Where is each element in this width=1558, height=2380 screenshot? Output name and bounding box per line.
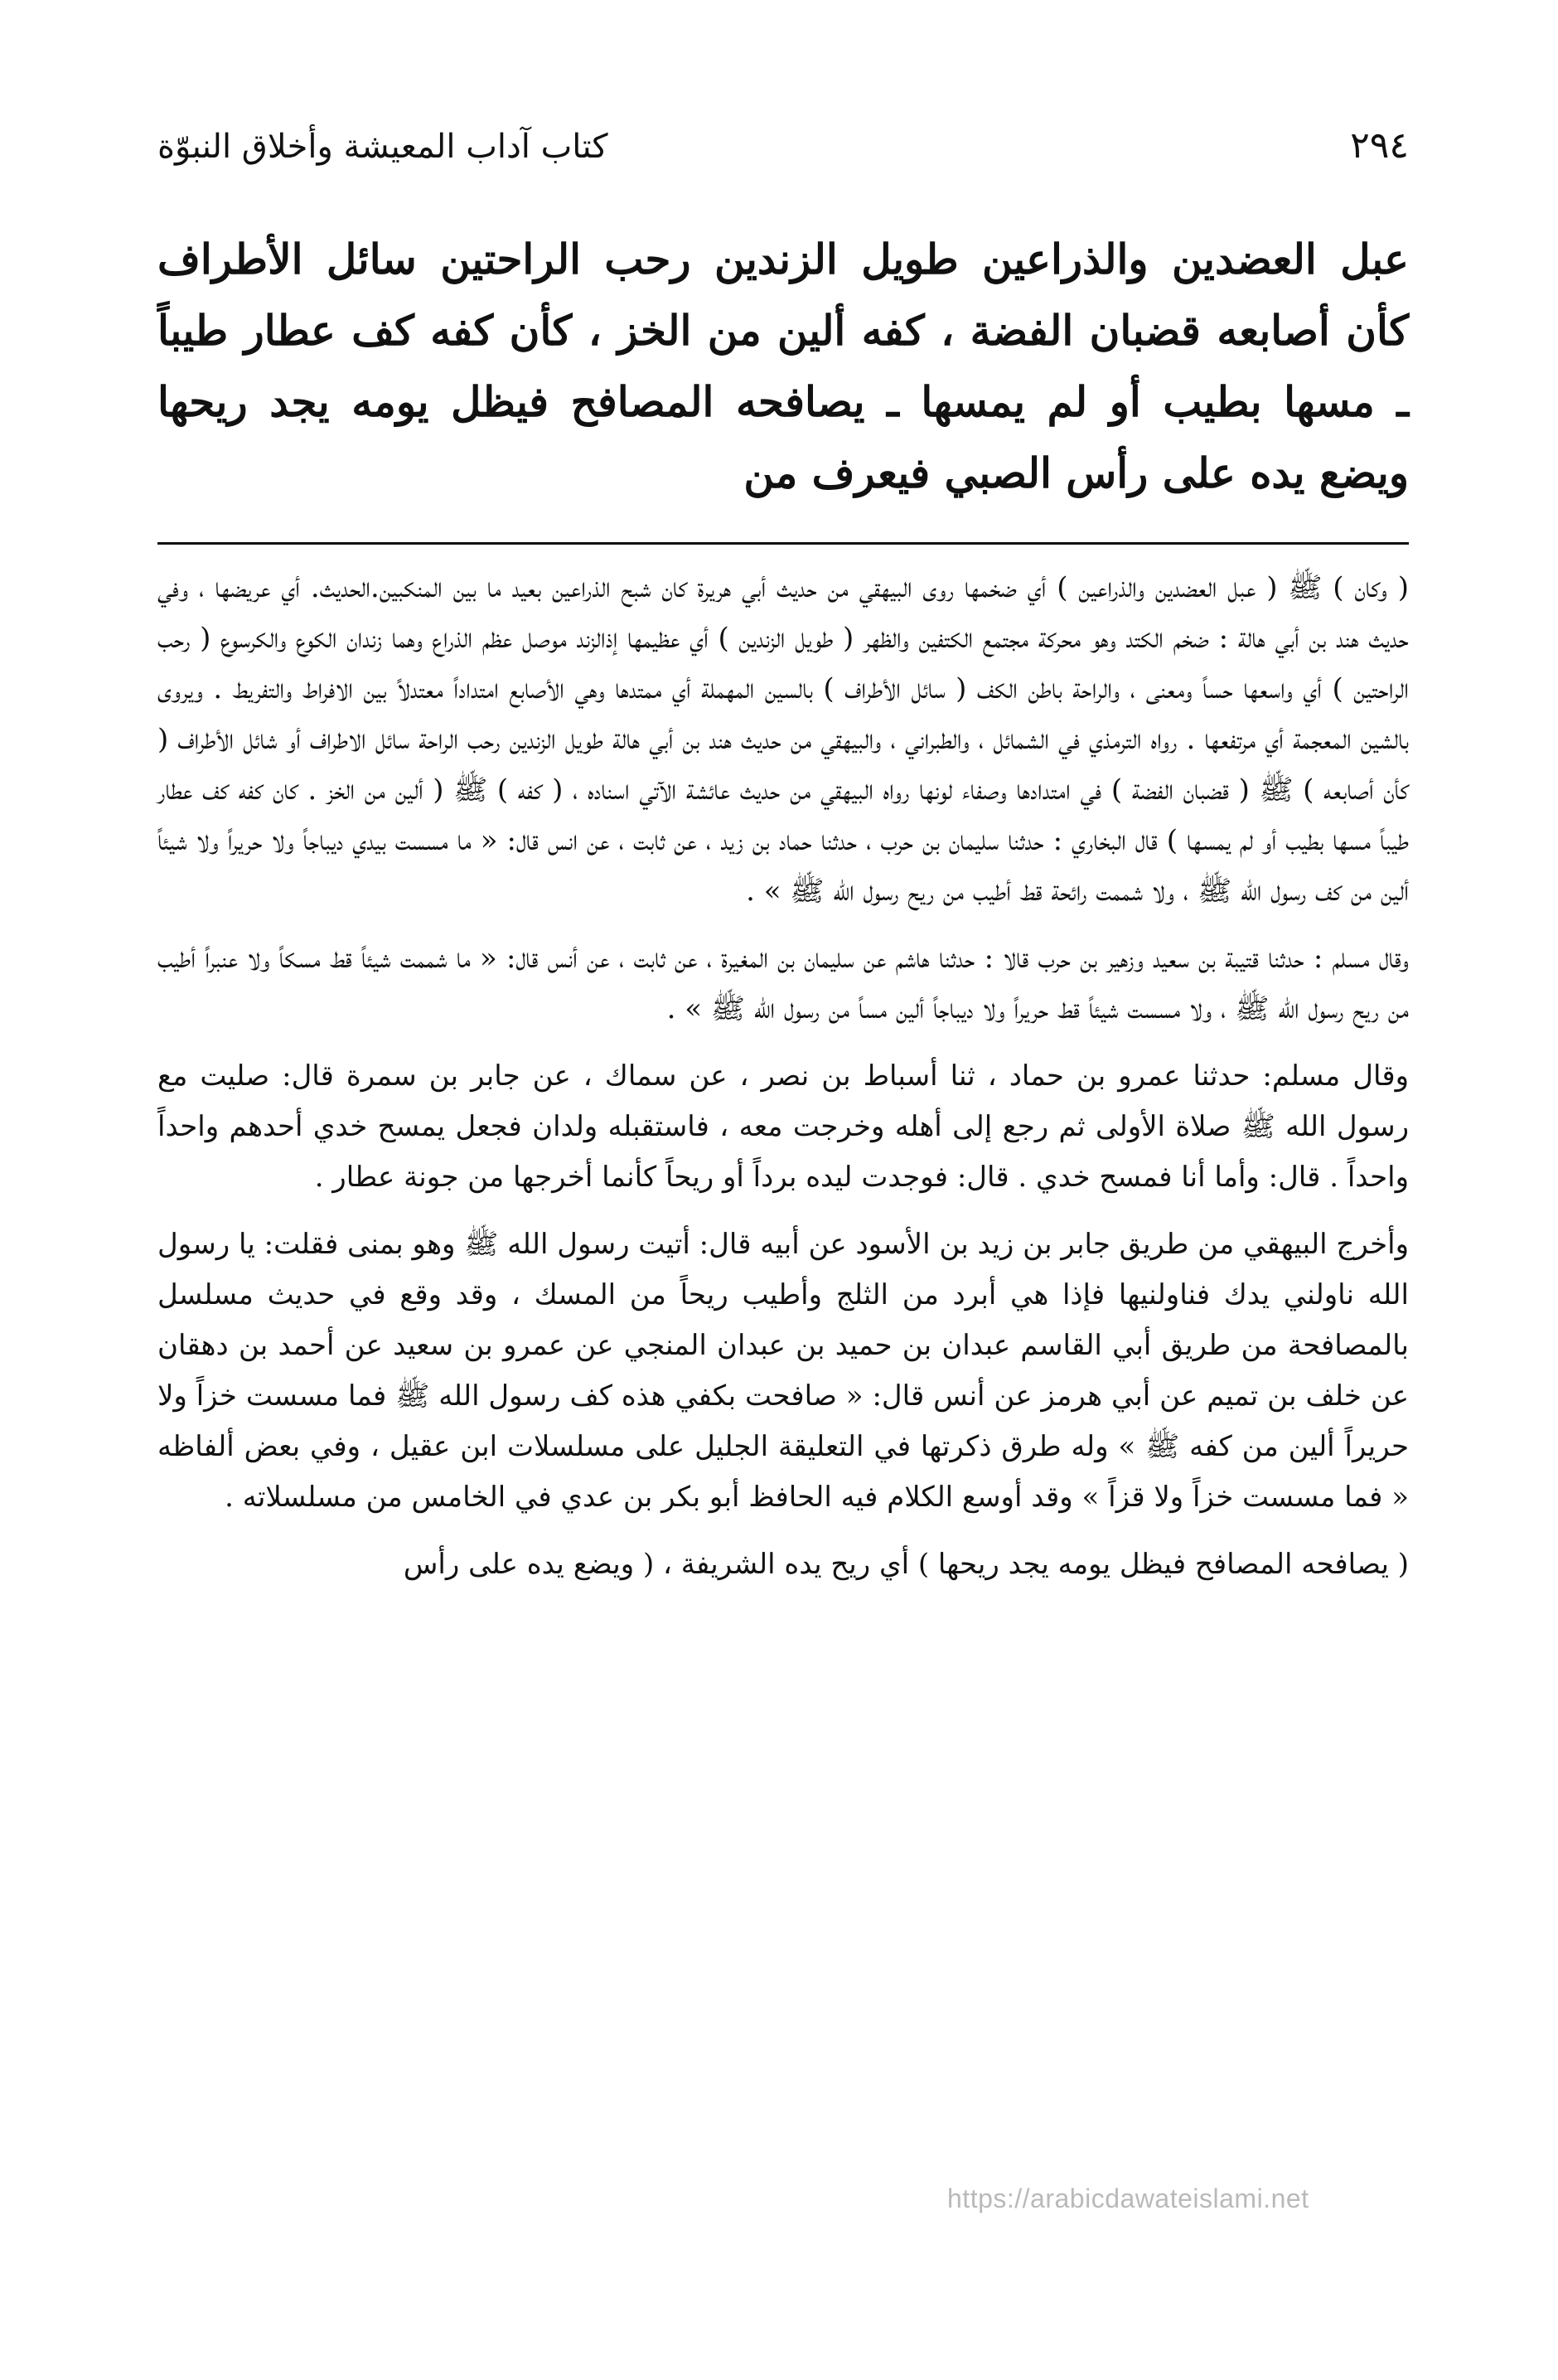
book-page xyxy=(157,124,1409,1590)
commentary-paragraph: وقال مسلم : حدثنا قتيبة بن سعيد وزهير بن حرب قالا : حدثنا هاشم عن سليمان بن المغيرة ، عن ثابت ، عن أنس قال: « ما شممت شيئاً قط مسكاً ولا عنبراً أطيب من ريح رسول الله ﷺ ، ولا مسست شيئاً قط حريراً ولا ديباجاً ألين مساً من رسول الله ﷺ » . xyxy=(157,942,1409,1025)
main-text: عبل العضدين والذراعين طويل الزندين رحب الراحتين سائل الأطراف كأن أصابعه قضبان الفضة ، كفه ألين من الخز ، كأن كفه كف عطار طيباً ـ مسها بطيب أو لم يمسها ـ يصافحه المصافح فيظل يومه يجد ريحها ويضع يده على رأس الصبي فيعرف من xyxy=(157,235,1409,497)
watermark-url: https://arabicdawateislami.net xyxy=(947,2184,1309,2213)
running-title: كتاب آداب المعيشة وأخلاق النبوّة xyxy=(157,128,608,166)
page-number: ٢٩٤ xyxy=(1350,124,1409,167)
commentary-paragraph: وقال مسلم: حدثنا عمرو بن حماد ، ثنا أسباط بن نصر ، عن سماك ، عن جابر بن سمرة قال: صليت مع رسول الله ﷺ صلاة الأولى ثم رجع إلى أهله وخرجت معه ، فاستقبله ولدان فجعل يمسح خدي أحدهم واحداً واحداً . قال: وأما أنا فمسح خدي . قال: فوجدت ليده برداً أو ريحاً كأنما أخرجها من جونة عطار . xyxy=(157,1059,1410,1194)
divider-rule xyxy=(157,542,1409,545)
page-header xyxy=(157,124,1409,182)
commentary-paragraph: ( يصافحه المصافح فيظل يومه يجد ريحها ) أي ريح يده الشريفة ، ( ويضع يده على رأس xyxy=(403,1548,1409,1581)
commentary-paragraph: وأخرج البيهقي من طريق جابر بن زيد بن الأسود عن أبيه قال: أتيت رسول الله ﷺ وهو بمنى فقلت: يا رسول الله ناولني يدك فناولنيها فإذا هي أبرد من الثلج وأطيب ريحاً من المسك ، وقد وقع في حديث مسلسل بالمصافحة من طريق أبي القاسم عبدان بن حميد بن عبدان المنجي عن عمرو بن سعيد عن أحمد بن دهقان عن خلف بن تميم عن أبي هرمز عن أنس قال: « صافحت بكفي هذه كف رسول الله ﷺ فما مسست خزاً ولا حريراً ألين من كفه ﷺ » وله طرق ذكرتها في التعليقة الجليل على مسلسلات ابن عقيل ، وفي بعض ألفاظه « فما مسست خزاً ولا قزاً » وقد أوسع الكلام فيه الحافظ أبو بكر بن عدي في الخامس من مسلسلاته . xyxy=(157,1228,1409,1514)
commentary xyxy=(157,563,1409,1590)
commentary-paragraph: ( وكان ) ﷺ ( عبل العضدين والذراعين ) أي ضخمها روى البيهقي من حديث أبي هريرة كان شبح الذراعين بعيد ما بين المنكبين.الحديث. أي عريضها ، وفي حديث هند بن أبي هالة : ضخم الكتد وهو محركة مجتمع الكتفين والظهر ( طويل الزندين ) أي عظيمها إذالزند موصل عظم الذراع وهما زندان الكوع والكرسوع ( رحب الراحتين ) أي واسعها حساً ومعنى ، والراحة باطن الكف ( سائل الأطراف ) بالسين المهملة أي ممتدها وهي الأصابع امتداداً معتدلاً بين الافراط والتفريط . ويروى بالشين المعجمة أي مرتفعها . رواه الترمذي في الشمائل ، والطبراني ، والبيهقي من حديث هند بن أبي هالة طويل الزندين رحب الراحة سائل الاطراف أو شائل الأطراف ( كأن أصابعه ) ﷺ ( قضبان الفضة ) في امتدادها وصفاء لونها رواه البيهقي من حديث عائشة الآتي اسناده ، ( كفه ) ﷺ ( ألين من الخز . كان كفه كف عطار طيباً مسها بطيب أو لم يمسها ) قال البخاري : حدثنا سليمان بن حرب ، حدثنا حماد بن زيد ، عن ثابت ، عن انس قال: « ما مسست بيدي ديباجاً ولا حريراً ولا شيئاً ألين من كف رسول الله ﷺ ، ولا شممت رائحة قط أطيب من ريح رسول الله ﷺ » . xyxy=(157,571,1409,908)
